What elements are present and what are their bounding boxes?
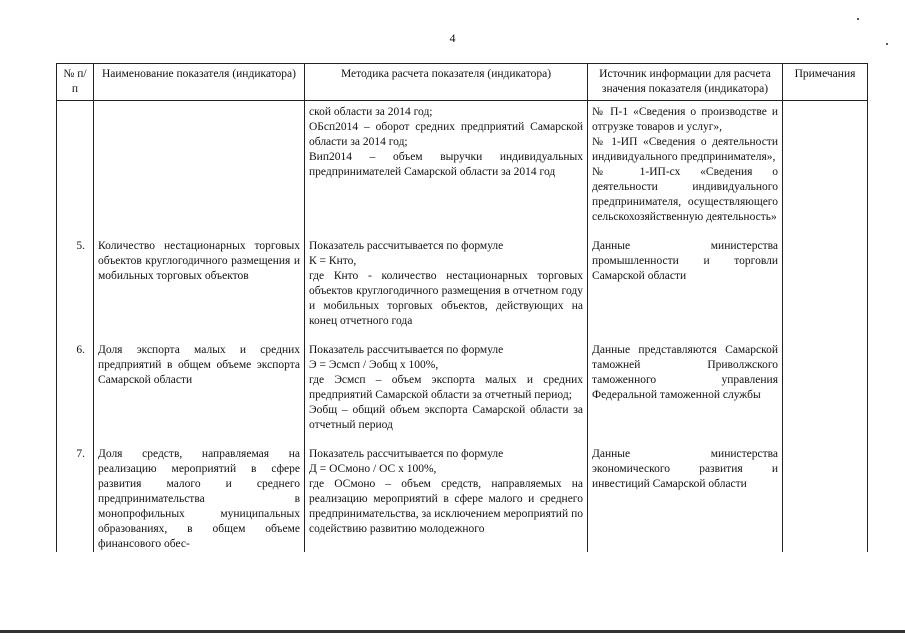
method-line: Вип2014 – объем выручки индивидуальных предпринимателей Самарской области за 2014 год xyxy=(309,151,583,178)
cell-source: Данные министерства экономического развития и инвестиций Самарской области xyxy=(588,447,783,552)
cell-num: 7. xyxy=(57,447,94,552)
method-line: Показатель рассчитывается по формуле xyxy=(309,448,504,460)
header-num: № п/п xyxy=(57,64,94,101)
table-header-row xyxy=(57,64,868,101)
cell-name: Количество нестационарных торговых объектов круглогодичного размещения и мобильных торговых объектов xyxy=(94,239,305,329)
cell-notes xyxy=(783,343,868,433)
table-row xyxy=(57,239,868,329)
method-line: К = Кнто, xyxy=(309,255,357,267)
cell-source xyxy=(588,101,783,226)
table-row-continued xyxy=(57,101,868,226)
cell-num: 5. xyxy=(57,239,94,329)
cell-name xyxy=(94,101,305,226)
method-line: ской области за 2014 год; xyxy=(309,106,433,118)
cell-notes xyxy=(783,447,868,552)
cell-notes xyxy=(783,101,868,226)
cell-num xyxy=(57,101,94,226)
method-line: Показатель рассчитывается по формуле xyxy=(309,240,504,252)
scan-speck xyxy=(857,18,859,20)
cell-name: Доля средств, направляемая на реализацию мероприятий в сфере развития малого и среднего предпринимательства в монопрофильных муниципальных образованиях, в общем объеме финансового обес- xyxy=(94,447,305,552)
table-row xyxy=(57,343,868,433)
page-number: 4 xyxy=(449,31,456,45)
source-line: № 1-ИП «Сведения о деятельности индивидуального предпринимателя», xyxy=(592,136,778,163)
method-line: где Кнто - количество нестационарных торговых объектов круглогодичного размещения в отчетном году и мобильных торговых объектов, действующих на конец отчетного года xyxy=(309,270,583,327)
method-line: Показатель рассчитывается по формуле xyxy=(309,344,504,356)
cell-num: 6. xyxy=(57,343,94,433)
cell-notes xyxy=(783,239,868,329)
header-notes: Примечания xyxy=(783,64,868,101)
cell-method xyxy=(305,343,588,433)
method-line: ОБсп2014 – оборот средних предприятий Самарской области за 2014 год; xyxy=(309,121,583,148)
method-line: где ОСмоно – объем средств, направляемых на реализацию мероприятий в сфере малого и среднего предпринимательства, за исключением мероприятий по содействию развитию молодежного xyxy=(309,478,583,535)
cell-source: Данные министерства промышленности и торговли Самарской области xyxy=(588,239,783,329)
header-name: Наименование показателя (индикатора) xyxy=(94,64,305,101)
source-line: № 1-ИП-сх «Сведения о деятельности индивидуального предпринимателя, осуществляющего сельскохозяйственную деятельность» xyxy=(592,166,778,223)
header-source: Источник информации для расчета значения показателя (индикатора) xyxy=(588,64,783,101)
cell-source: Данные представляются Самарской таможней Приволжского таможенного управления Федеральной таможенной службы xyxy=(588,343,783,433)
page-bottom-border xyxy=(0,630,905,633)
header-method: Методика расчета показателя (индикатора) xyxy=(305,64,588,101)
method-line: Д = ОСмоно / ОС х 100%, xyxy=(309,463,437,475)
method-line: где Эсмсп – объем экспорта малых и средних предприятий Самарской области за отчетный период; xyxy=(309,374,583,401)
cell-method xyxy=(305,447,588,552)
cell-method xyxy=(305,239,588,329)
method-line: Э = Эсмсп / Эобщ х 100%, xyxy=(309,359,439,371)
source-line: № П-1 «Сведения о производстве и отгрузке товаров и услуг», xyxy=(592,106,778,133)
cell-name: Доля экспорта малых и средних предприятий в общем объеме экспорта Самарской области xyxy=(94,343,305,433)
cell-method xyxy=(305,101,588,226)
table-row xyxy=(57,447,868,552)
indicator-table xyxy=(56,63,868,552)
method-line: Эобщ – общий объем экспорта Самарской области за отчетный период xyxy=(309,404,583,431)
scan-speck xyxy=(886,43,888,45)
